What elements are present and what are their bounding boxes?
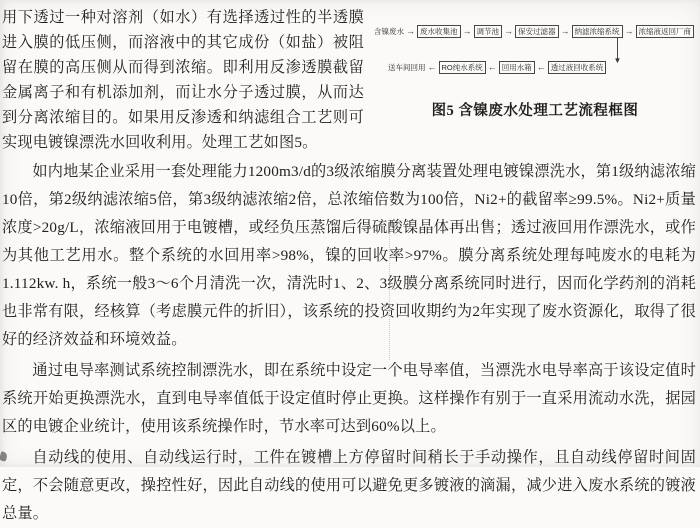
flowchart-nickel-wastewater bbox=[374, 17, 696, 91]
arrow-right-icon: → bbox=[624, 26, 634, 36]
arrow-down-icon: ▼ bbox=[617, 37, 618, 59]
arrow-left-icon: ← bbox=[536, 62, 546, 72]
arrow-left-icon: ← bbox=[487, 62, 497, 72]
flow-node-collection-tank: 废水收集池 bbox=[417, 25, 461, 38]
flow-node-permeate-recovery: 透过液回收系统 bbox=[548, 61, 607, 74]
flow-node-concentrate-return: 浓缩液返回厂商 bbox=[636, 25, 695, 38]
paragraph-1: 用下透过一种对溶剂（如水）有选择透过性的半透膜进入膜的低压侧，而溶液中的其它成份（如盐）被阻留在膜的高压侧从而得到浓缩。即利用反渗透膜截留金属离子和有机添加剂，而让水分子透过膜，从而达到分离浓缩目的。如果用反渗透和纳滤组合工艺则可实现电镀镍漂洗水回收利用。处理工艺如图5。 bbox=[2, 9, 364, 151]
flowchart-bottom-row bbox=[388, 61, 606, 74]
arrow-right-icon: → bbox=[462, 26, 472, 36]
arrow-right-icon: → bbox=[406, 26, 415, 36]
flow-node-nf-concentration: 纳滤浓缩系统 bbox=[572, 25, 623, 38]
flow-sink-label: 送车间回用 bbox=[388, 63, 426, 72]
paragraph-4: 自动线的使用、自动线运行时，工件在镀槽上方停留时间稍长于手动操作，且自动线停留时间固定，不会随意更改，操控性好，因此自动线的使用可以避免更多镀液的滴漏，减少进入废水系统的镀液总量。 bbox=[2, 449, 696, 522]
paragraph-2: 如内地某企业采用一套处理能力1200m3/d的3级浓缩膜分离装置处理电镀镍漂洗水，第1级纳滤浓缩10倍，第2级纳滤浓缩5倍，第3级纳滤浓缩2倍，总浓缩倍数为100倍，Ni2+的截留率≥99.5%。Ni2+质量浓度>20g/L，浓缩液回用于电镀槽，或经负压蒸馏后得硫酸镍晶体再出售；透过液回用作漂洗水，或作为其他工艺用水。整个系统的水回用率>98%，镍的回收率>97%。膜分离系统处理每吨废水的电耗为1.112kw. h，系统一般3～6个月清洗一次，清洗时1、2、3级膜分离系统同时进行，因而化学药剂的消耗也非常有限，经核算（考虑膜元件的折旧），该系统的投资回收期约为2年实现了废水资源化，取得了很好的经济效益和环境效益。 bbox=[2, 163, 696, 348]
flow-source-label: 含镍废水 bbox=[374, 27, 404, 36]
figure-5 bbox=[374, 17, 696, 120]
figure-caption: 图5 含镍废水处理工艺流程框图 bbox=[431, 103, 639, 119]
flowchart-top-row bbox=[374, 25, 694, 38]
paragraph-3: 通过电导率测试系统控制漂洗水，即在系统中设定一个电导率值，当漂洗水电导率高于该设定值时系统开始更换漂洗水，直到电导率值低于设定值时停止更换。这样操作有别于一直采用流动水洗，据园区的电镀企业统计，使用该系统操作时，节水率可达到60%以上。 bbox=[2, 362, 696, 435]
flow-node-equalization-tank: 调节池 bbox=[474, 25, 503, 38]
flow-node-security-filter: 保安过滤器 bbox=[515, 25, 559, 38]
arrow-right-icon: → bbox=[560, 26, 570, 36]
flow-node-reuse-water-tank: 回用水箱 bbox=[499, 61, 535, 74]
arrow-left-icon: ← bbox=[427, 62, 437, 72]
flow-node-ro-pure-water: RO纯水系统 bbox=[439, 61, 486, 74]
arrow-right-icon: → bbox=[504, 26, 513, 36]
